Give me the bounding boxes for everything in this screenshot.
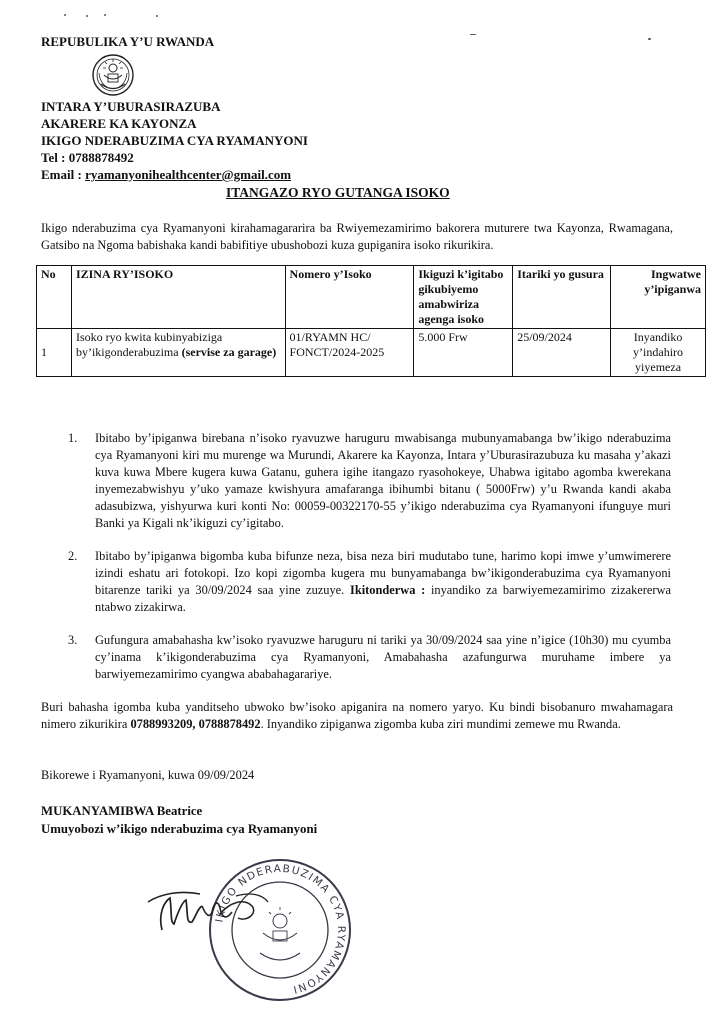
facility-name: IKIGO NDERABUZIMA CYA RYAMANYONI <box>41 133 308 148</box>
country-name: REPUBULIKA Y’U RWANDA <box>41 34 215 49</box>
contact-phones: 0788993209, 0788878492 <box>130 717 261 731</box>
tender-reference: 01/RYAMN HC/ FONCT/2024-2025 <box>285 329 414 377</box>
column-header: Ingwatwe y’ipiganwa <box>611 266 706 329</box>
signatory-position: Umuyobozi w’ikigo nderabuzima cya Ryamanyoni <box>41 822 318 836</box>
tender-name: Isoko ryo kwita kubinyabiziga by’ikigonderabuzima (servise za garage) <box>71 329 285 377</box>
column-header: IZINA RY’ISOKO <box>71 266 285 329</box>
signature-icon <box>140 872 280 942</box>
page-title: ITANGAZO RYO GUTANGA ISOKO <box>226 185 450 200</box>
signed-place-date: Bikorewe i Ryamanyoni, kuwa 09/09/2024 <box>41 768 255 782</box>
column-header: Ikiguzi k’igitabo gikubiyemo amabwiriza agenga isoko <box>414 266 513 329</box>
email-line: Email : ryamanyonihealthcenter@gmail.com <box>41 167 292 182</box>
column-header: No <box>37 266 72 329</box>
table-row <box>37 329 706 377</box>
signatory-name: MUKANYAMIBWA Beatrice <box>41 804 203 818</box>
province-name: INTARA Y’UBURASIRAZUBA <box>41 99 221 114</box>
email-link[interactable]: ryamanyonihealthcenter@gmail.com <box>85 167 292 182</box>
document-price: 5.000 Frw <box>414 329 513 377</box>
tender-table <box>36 265 706 377</box>
intro-paragraph: Ikigo nderabuzima cya Ryamanyoni kirahamagararira ba Rwiyemezamirimo bakorera muturere twa Kayonza, Rwamagana, Gatsibo na Ngoma babishaka kandi babifitiye ubushobozi kuza gupiganira isoko rikurikira. <box>41 221 673 252</box>
list-item: 2. Ibitabo by’ipiganwa bigomba kuba bifunze neza, bisa neza biri mudutabo tune, harimo kopi imwe y’umwimerere izindi eshatu ari fotokopi. Izo kopi zigomba kugera mu bunyamabanga bw’ikigonderabuzima cya Ryamanyoni bitarenze tariki ya 30/09/2024 saa yine zuzuye. Ikitonderwa : inyandiko za barwiyemezamirimo zizakererwa ntabwo zizakirwa. <box>68 549 671 614</box>
list-item: 3. Gufungura amabahasha kw’isoko ryavuzwe haruguru ni tariki ya 30/09/2024 saa yine n’igice (10h30) mu cyumba cy’inama k’ikigonderabuzima cya Ryamanyoni, Amabahasha azafungurwa muruhame imbere ya barwiyemezamirimo cyangwa ababahagarariye. <box>68 633 671 681</box>
visit-date: 25/09/2024 <box>513 329 611 377</box>
signatory-block <box>41 802 317 838</box>
table-header-row <box>37 266 706 329</box>
svg-text:IKIGO NDERABUZIMA CYA RYAMANYO: IKIGO NDERABUZIMA CYA RYAMANYONI <box>213 862 348 996</box>
list-item: 1. Ibitabo by’ipiganwa birebana n’isoko ryavuzwe haruguru mwabisanga mubunyamabanga bw’ikigo nderabuzima cya Ryamanyoni kiri mu murenge wa Murundi, Akarere ka Kayonza, Intara y’Uburasirazubuza ku masaha y’akazi kuva kuwa Mbere kugera kuwa Gatanu, guhera igihe itangazo ryasohokeye, Uhabwa igitabo agomba kwerekana inyemezabwishyu y’uko yamaze kwishyura amafaranga ibihumbi bitanu ( 5000Frw) y’u Rwanda kandi akaba adasubizwa, yishyurwa kuri konti No: 00059-00322170-55 y’ikigo nderabuzima cya Ryamanyoni ifunguye muri Banki ya Kigali nk’ikiguzi cy’igitabo. <box>68 431 671 530</box>
rwanda-seal-icon <box>91 53 135 97</box>
column-header: Nomero y’Isoko <box>285 266 414 329</box>
district-name: AKARERE KA KAYONZA <box>41 116 197 131</box>
closing-paragraph: Buri bahasha igomba kuba yanditseho ubwoko bw’isoko apiganira na nomero yaryo. Ku bindi bisobanuro mwahamagara nimero zikurikira 0788993209, 0788878492. Inyandiko zipiganwa zigomba kuba ziri mundimi zemewe mu Rwanda. <box>41 700 673 731</box>
letterhead <box>41 98 308 183</box>
column-header: Itariki yo gusura <box>513 266 611 329</box>
telephone-line: Tel : 0788878492 <box>41 150 134 165</box>
bid-guarantee: Inyandiko y’indahiro yiyemeza <box>611 329 706 377</box>
row-number: 1 <box>37 329 72 377</box>
conditions-list <box>68 430 671 683</box>
